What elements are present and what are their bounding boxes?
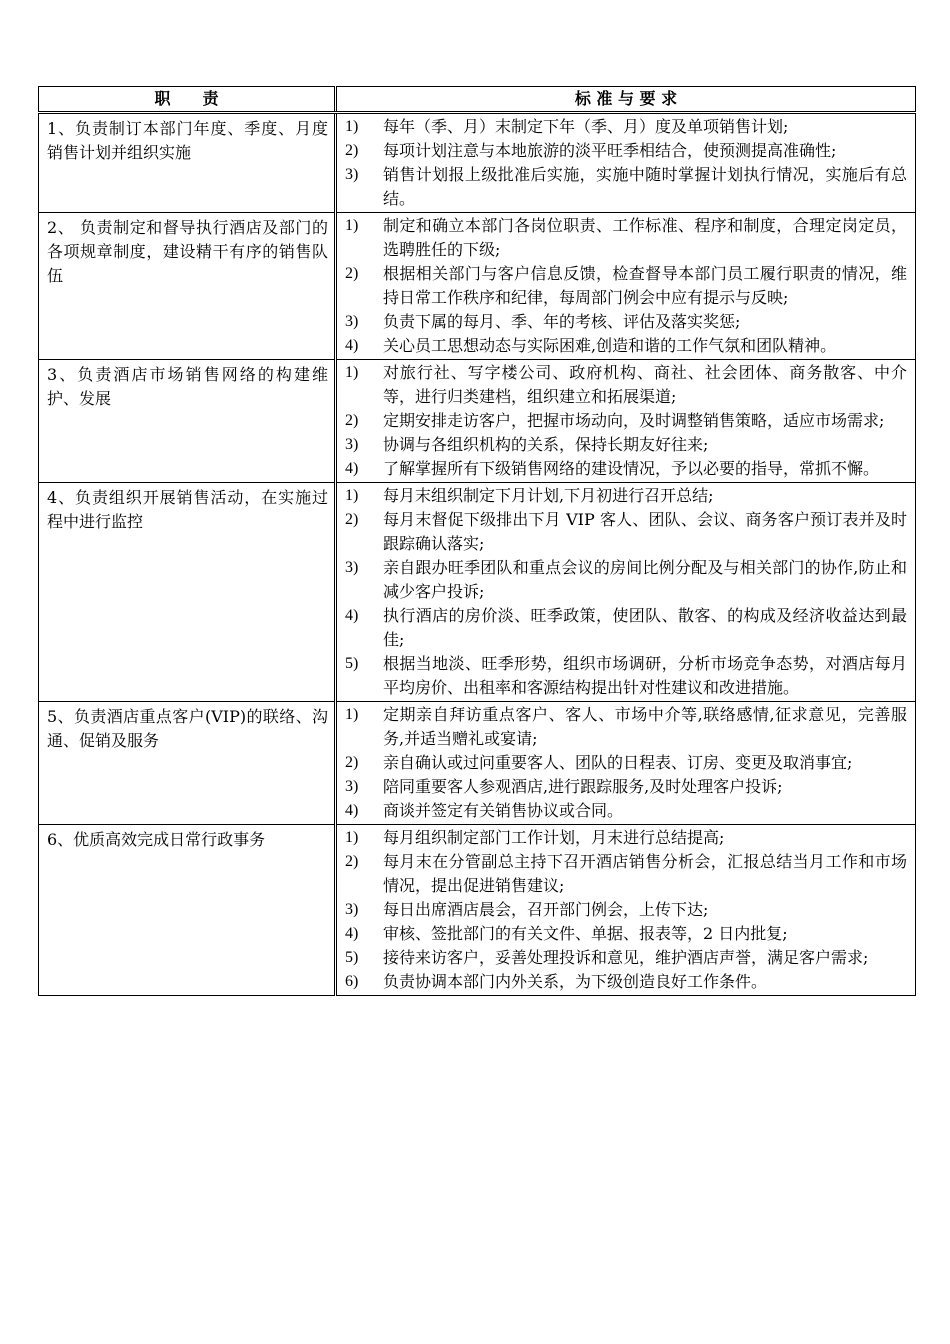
standard-item [345,262,907,310]
standard-number: 5) [345,949,359,966]
standard-number: 3) [345,559,359,576]
standard-text: 根据当地淡、旺季形势，组织市场调研，分析市场竞争态势，对酒店每月平均房价、出租率和客源结构提出针对性建议和改进措施。 [383,654,907,697]
standard-item [345,457,907,481]
duty-text: 4、负责组织开展销售活动，在实施过程中进行监控 [47,488,328,531]
standards-cell [336,213,916,360]
standard-item [345,751,907,775]
standard-text: 定期亲自拜访重点客户、客人、市场中介等,联络感情,征求意见，完善服务,并适当赠礼或宴请; [383,705,907,748]
duty-cell [39,113,336,213]
standard-text: 制定和确立本部门各岗位职责、工作标准、程序和制度，合理定岗定员，选聘胜任的下级; [383,216,907,259]
standard-number: 4) [345,925,359,942]
standard-text: 陪同重要客人参观酒店,进行跟踪服务,及时处理客户投诉; [383,777,783,796]
standard-text: 每月末督促下级排出下月 VIP 客人、团队、会议、商务客户预订表并及时跟踪确认落实; [383,510,907,553]
standard-item [345,361,907,409]
standard-number: 2) [345,853,359,870]
standard-number: 2) [345,412,359,429]
standard-item [345,970,907,994]
standard-item [345,946,907,970]
table-body [39,113,916,996]
standard-item [345,409,907,433]
duty-cell [39,483,336,702]
standards-cell [336,360,916,483]
standard-number: 3) [345,436,359,453]
standard-number: 1) [345,364,359,381]
table-row [39,825,916,996]
header-duty: 职 责 [39,87,336,113]
standard-item [345,508,907,556]
standard-item [345,334,907,358]
duty-cell [39,213,336,360]
standard-text: 销售计划报上级批准后实施，实施中随时掌握计划执行情况，实施后有总结。 [383,165,907,208]
standard-text: 审核、签批部门的有关文件、单据、报表等，2 日内批复; [383,924,788,943]
standard-item [345,898,907,922]
standard-item [345,826,907,850]
table-row [39,113,916,213]
standard-text: 关心员工思想动态与实际困难,创造和谐的工作气氛和团队精神。 [383,336,837,355]
standard-item [345,214,907,262]
standard-item [345,850,907,898]
standard-item [345,163,907,211]
standard-text: 亲自跟办旺季团队和重点会议的房间比例分配及与相关部门的协作,防止和减少客户投诉; [383,558,907,601]
standard-text: 负责下属的每月、季、年的考核、评估及落实奖惩; [383,312,741,331]
standard-item [345,703,907,751]
standards-cell [336,113,916,213]
standard-item [345,310,907,334]
standard-number: 5) [345,655,359,672]
standards-cell [336,825,916,996]
standard-number: 2) [345,142,359,159]
standard-item [345,115,907,139]
standard-number: 1) [345,829,359,846]
standard-text: 商谈并签定有关销售协议或合同。 [383,801,624,820]
standard-text: 执行酒店的房价淡、旺季政策，使团队、散客、的构成及经济收益达到最佳; [383,606,907,649]
standard-text: 每月末组织制定下月计划,下月初进行召开总结; [383,486,714,505]
standard-number: 1) [345,706,359,723]
standard-text: 了解掌握所有下级销售网络的建设情况，予以必要的指导，常抓不懈。 [383,459,880,478]
standard-number: 1) [345,118,359,135]
standard-number: 3) [345,901,359,918]
standard-number: 6) [345,973,359,990]
standard-item [345,775,907,799]
standard-item [345,652,907,700]
standard-text: 每月末在分管副总主持下召开酒店销售分析会，汇报总结当月工作和市场情况，提出促进销售建议; [383,852,907,895]
duty-text: 6、优质高效完成日常行政事务 [47,830,266,849]
table-row [39,213,916,360]
standard-item [345,922,907,946]
standard-text: 对旅行社、写字楼公司、政府机构、商社、社会团体、商务散客、中介等，进行归类建档，组织建立和拓展渠道; [383,363,907,406]
standard-number: 3) [345,313,359,330]
standard-text: 每月组织制定部门工作计划，月末进行总结提高; [383,828,725,847]
standard-item [345,604,907,652]
duty-text: 3、负责酒店市场销售网络的构建维护、发展 [47,365,328,408]
standard-number: 4) [345,802,359,819]
standard-number: 2) [345,754,359,771]
standard-text: 定期安排走访客户，把握市场动向，及时调整销售策略，适应市场需求; [383,411,885,430]
standard-item [345,433,907,457]
standard-number: 1) [345,217,359,234]
standard-text: 每年（季、月）末制定下年（季、月）度及单项销售计划; [383,117,789,136]
standard-item [345,139,907,163]
standard-number: 4) [345,460,359,477]
duty-text: 5、负责酒店重点客户(VIP)的联络、沟通、促销及服务 [47,707,328,750]
standard-text: 负责协调本部门内外关系，为下级创造良好工作条件。 [383,972,768,991]
table-header-row [39,87,916,113]
duty-standards-table [38,86,916,996]
standard-text: 每项计划注意与本地旅游的淡平旺季相结合，使预测提高准确性; [383,141,837,160]
standard-number: 1) [345,487,359,504]
duty-text: 2、 负责制定和督导执行酒店及部门的各项规章制度，建设精干有序的销售队伍 [47,218,328,285]
standard-number: 2) [345,511,359,528]
standard-number: 2) [345,265,359,282]
standard-item [345,484,907,508]
duty-cell [39,825,336,996]
standards-cell [336,483,916,702]
duty-text: 1、负责制订本部门年度、季度、月度销售计划并组织实施 [47,119,328,162]
standard-number: 4) [345,337,359,354]
standard-text: 每日出席酒店晨会，召开部门例会，上传下达; [383,900,709,919]
table-row [39,483,916,702]
standard-item [345,799,907,823]
header-standards: 标 准 与 要 求 [336,87,916,113]
standards-cell [336,702,916,825]
standard-item [345,556,907,604]
table-row [39,702,916,825]
standard-text: 亲自确认或过问重要客人、团队的日程表、订房、变更及取消事宜; [383,753,853,772]
standard-text: 接待来访客户，妥善处理投诉和意见，维护酒店声誉，满足客户需求; [383,948,869,967]
duty-cell [39,702,336,825]
standard-text: 根据相关部门与客户信息反馈，检查督导本部门员工履行职责的情况，维持日常工作秩序和纪律，每周部门例会中应有提示与反映; [383,264,907,307]
standard-text: 协调与各组织机构的关系，保持长期友好往来; [383,435,709,454]
standard-number: 3) [345,166,359,183]
standard-number: 4) [345,607,359,624]
standard-number: 3) [345,778,359,795]
table-row [39,360,916,483]
duty-cell [39,360,336,483]
